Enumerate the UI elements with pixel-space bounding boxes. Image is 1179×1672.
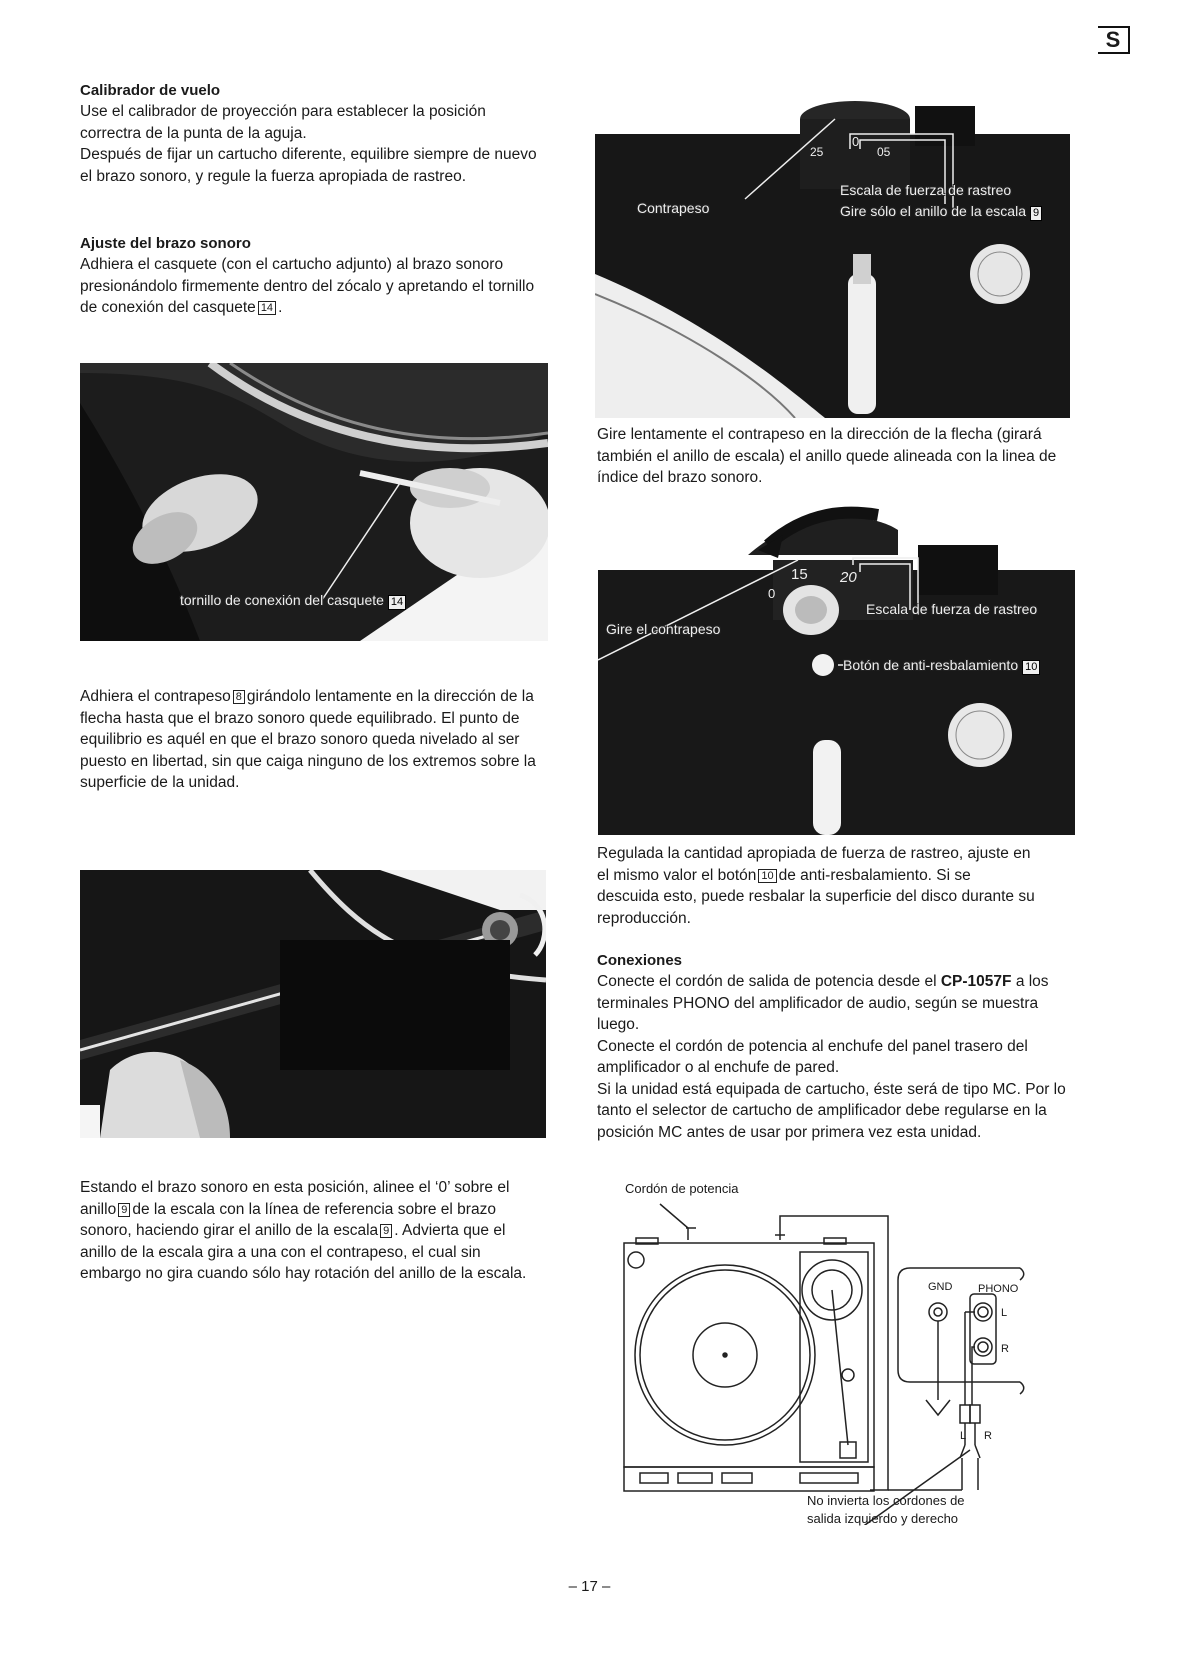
photo-counterweight-scale [595,94,1073,418]
r2-label-boton-text: Botón de anti-resbalamiento [843,657,1019,673]
contrapeso-section [80,686,542,794]
conexiones-model: CP-1057F [940,973,1012,990]
ajuste-text [80,254,540,319]
note-line1: No invierta los cordones de [807,1493,965,1508]
conexiones-section [597,950,1072,1143]
gnd-label: GND [928,1281,953,1293]
conexiones-title: Conexiones [597,952,683,969]
connection-diagram [620,1180,1080,1525]
r1-label-contrapeso: Contrapeso [637,200,710,216]
r1-label-escala: Escala de fuerza de rastreo [840,182,1012,198]
ajuste-title: Ajuste del brazo sonoro [80,235,251,252]
ajuste-end: . [278,299,283,316]
gire-text: Gire lentamente el contrapeso en la dirección de la flecha (girará también el anillo de escala) el anillo quede alineada con la linea de índice del brazo sonoro. [597,426,1057,486]
ajuste-body: Adhiera el casquete (con el cartucho adjunto) al brazo sonoro presionándolo firmemente dentro del zócalo y apretando el tornillo de conexión del casquete [80,256,535,316]
page-language-badge: S [1098,26,1130,54]
r2-scale-0: 0 [768,586,776,601]
plug-r-label: R [984,1430,992,1442]
conexiones-p1-b: a los terminales PHONO del amplificador de audio, según se muestra luego. [597,973,1049,1033]
estando-text-c: . Advierta que el anillo de la escala gira a una con el contrapeso, el cual sin embargo no gira cuando sólo hay rotación del anillo de la escala. [80,1222,527,1282]
estando-section [80,1177,542,1285]
r1-scale-b: 25 [810,145,824,159]
regulada-text-a: Regulada la cantidad apropiada de fuerza de rastreo, ajuste en el mismo valor el botón [597,845,1031,884]
regulada-section [597,843,1037,929]
r2-scale-20: 20 [840,569,857,586]
calibrador-p2: Después de fijar un cartucho diferente, equilibre siempre de nuevo el brazo sonoro, y regule la fuerza apropiada de rastreo. [80,146,537,185]
estando-text-a: Estando el brazo sonoro en esta posición, alinee el ‘0’ sobre el anillo [80,1179,510,1218]
r2-label-gire: Gire el contrapeso [606,621,721,637]
contrapeso-text-a: Adhiera el contrapeso [80,688,231,705]
estando-ref1: 9 [118,1203,130,1217]
contrapeso-text [80,686,542,794]
photo-balance-illustration [80,870,546,1138]
r1-ref: 9 [1030,206,1042,221]
page-number: – 17 – [568,1578,611,1595]
photo1-label [180,591,406,610]
photo-counterweight-illustration [595,94,1073,418]
estando-text-b: de la escala con la línea de referencia sobre el brazo sonoro, haciendo girar el anillo de la escala [80,1200,496,1239]
contrapeso-ref: 8 [233,690,245,704]
r1-label-gire-text: Gire sólo el anillo de la escala [840,203,1026,219]
r2-ref: 10 [1022,660,1040,675]
photo-headshell-screw [80,363,548,641]
terminal-l-label: L [1001,1307,1008,1319]
connection-diagram-svg [620,1180,1080,1525]
conexiones-p3: Si la unidad está equipada de cartucho, éste será de tipo MC. Por lo tanto el selector de cartucho de amplificador debe regularse en la posición MC antes de usar por primera vez esta unidad. [597,1080,1066,1141]
r1-scale-zero: 0 [852,134,860,149]
ajuste-ref: 14 [258,301,276,315]
calibrador-section [80,80,540,187]
regulada-text-b: de anti-resbalamiento. Si se descuida esto, puede resbalar la superficie del disco durante su reproducción. [597,866,1035,927]
estando-ref2: 9 [380,1224,392,1238]
photo1-label-text: tornillo de conexión del casquete [180,592,384,608]
conexiones-p1 [597,971,1072,1036]
photo-antiskating [598,500,1075,835]
note-line2: salida izquierdo y derecho [807,1511,959,1526]
phono-label: PHONO [978,1283,1019,1295]
power-cord-label: Cordón de potencia [625,1181,739,1196]
conexiones-p2: Conecte el cordón de potencia al enchufe del panel trasero del amplificador o al enchufe de pared. [597,1037,1028,1076]
r2-label-escala: Escala de fuerza de rastreo [866,601,1038,617]
photo-balance-arm [80,870,546,1138]
r2-scale-15: 15 [791,566,808,583]
r1-label-gire [840,202,1042,221]
calibrador-title: Calibrador de vuelo [80,82,221,99]
conexiones-p1-a: Conecte el cordón de salida de potencia desde el [597,973,937,990]
r2-label-boton [843,656,1040,675]
ajuste-section [80,233,540,319]
calibrador-p1: Use el calibrador de proyección para establecer la posición correctra de la punta de la aguja. [80,103,486,142]
terminal-r-label: R [1001,1343,1009,1355]
photo1-ref: 14 [388,595,406,610]
estando-text [80,1177,542,1285]
regulada-ref: 10 [758,869,776,883]
r1-scale-a: 05 [877,145,891,159]
contrapeso-text-b: girándolo lentamente en la dirección de la flecha hasta que el brazo sonoro quede equilibrado. El punto de equilibrio es aquél en que el brazo sonoro queda nivelado al ser puesto en libertad, sin que caiga ninguno de los extremos sobre la superficie de la unidad. [80,688,536,791]
plug-l-label: L [960,1430,967,1442]
regulada-text [597,843,1037,929]
